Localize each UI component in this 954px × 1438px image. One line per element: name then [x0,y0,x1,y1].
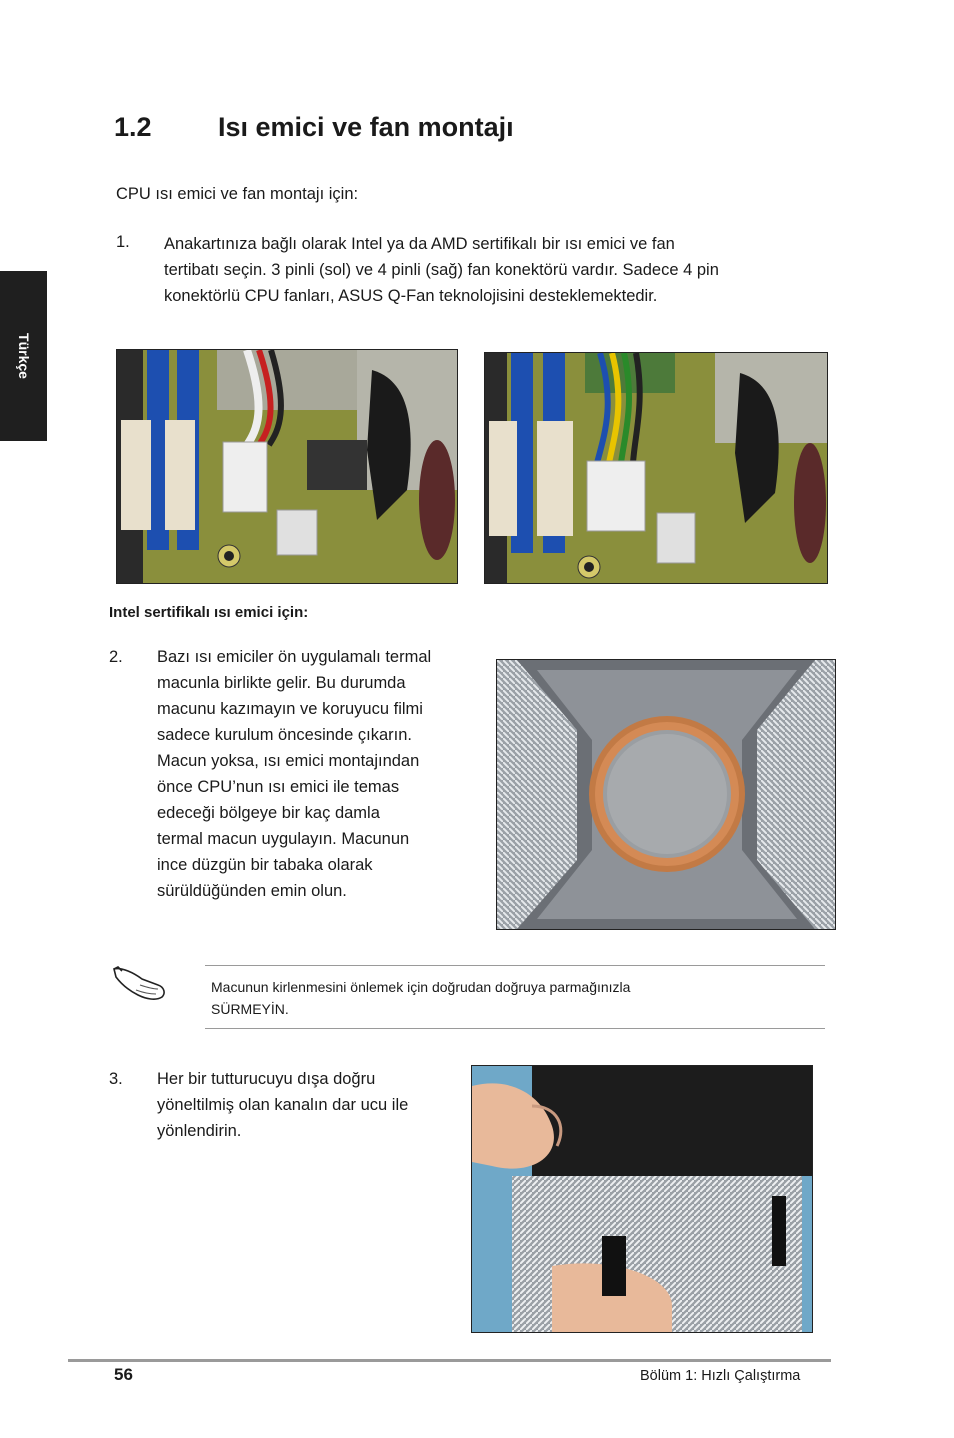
language-tab-label: Türkçe [15,333,32,379]
step-3-line: yöneltilmiş olan kanalın dar ucu ile [157,1096,409,1114]
section-number: 1.2 [114,112,152,142]
step-3-number: 3. [109,1070,123,1088]
step-1-line: tertibatı seçin. 3 pinli (sol) ve 4 pinli (sağ) fan konektörü vardır. Sadece 4 pin [164,261,719,279]
step-2-line: termal macun uygulayın. Macunun [157,830,410,848]
intro-text: CPU ısı emici ve fan montajı için: [116,185,359,203]
note-divider-bottom [205,1028,825,1029]
photo-fastener-orientation [471,1065,813,1333]
step-2-line: edeceği bölgeye bir kaç damla [157,804,380,822]
note-line: SÜRMEYİN. [211,1001,289,1017]
step-2-line: macunla birlikte gelir. Bu durumda [157,674,406,692]
footer-divider [68,1359,831,1362]
section-title: Isı emici ve fan montajı [218,112,514,142]
step-2-number: 2. [109,648,123,666]
language-side-tab [0,271,47,441]
step-2-text [157,644,431,904]
page-number: 56 [114,1365,133,1384]
step-3-text [157,1066,408,1144]
note-text [211,976,811,1020]
step-1-number: 1. [116,233,130,251]
step-1-line: konektörlü CPU fanları, ASUS Q-Fan teknolojisini desteklemektedir. [164,287,658,305]
chapter-label: Bölüm 1: Hızlı Çalıştırma [640,1368,801,1384]
step-2-line: Bazı ısı emiciler ön uygulamalı termal [157,648,432,666]
step-2-line: sadece kurulum öncesinde çıkarın. [157,726,412,744]
photo-4pin-fan-connector [484,352,828,584]
step-1-line: Anakartınıza bağlı olarak Intel ya da AMD sertifikalı bir ısı emici ve fan [164,235,675,253]
pointing-hand-icon [112,963,168,1008]
step-3-line: yönlendirin. [157,1122,242,1140]
step-2-line: önce CPU’nun ısı emici ile temas [157,778,400,796]
step-2-line: Macun yoksa, ısı emici montajından [157,752,420,770]
note-divider-top [205,965,825,966]
step-3-line: Her bir tutturucuyu dışa doğru [157,1070,376,1088]
photo-3pin-fan-connector [116,349,458,584]
photo-heatsink-thermal-paste [496,659,836,930]
step-2-line: macunu kazımayın ve koruyucu filmi [157,700,423,718]
note-line: Macunun kirlenmesini önlemek için doğrudan doğruya parmağınızla [211,979,631,995]
step-2-line: sürüldüğünden emin olun. [157,882,347,900]
intel-subheading: Intel sertifikalı ısı emici için: [109,604,309,621]
step-2-line: ince düzgün bir tabaka olarak [157,856,373,874]
step-1-text [164,231,719,309]
